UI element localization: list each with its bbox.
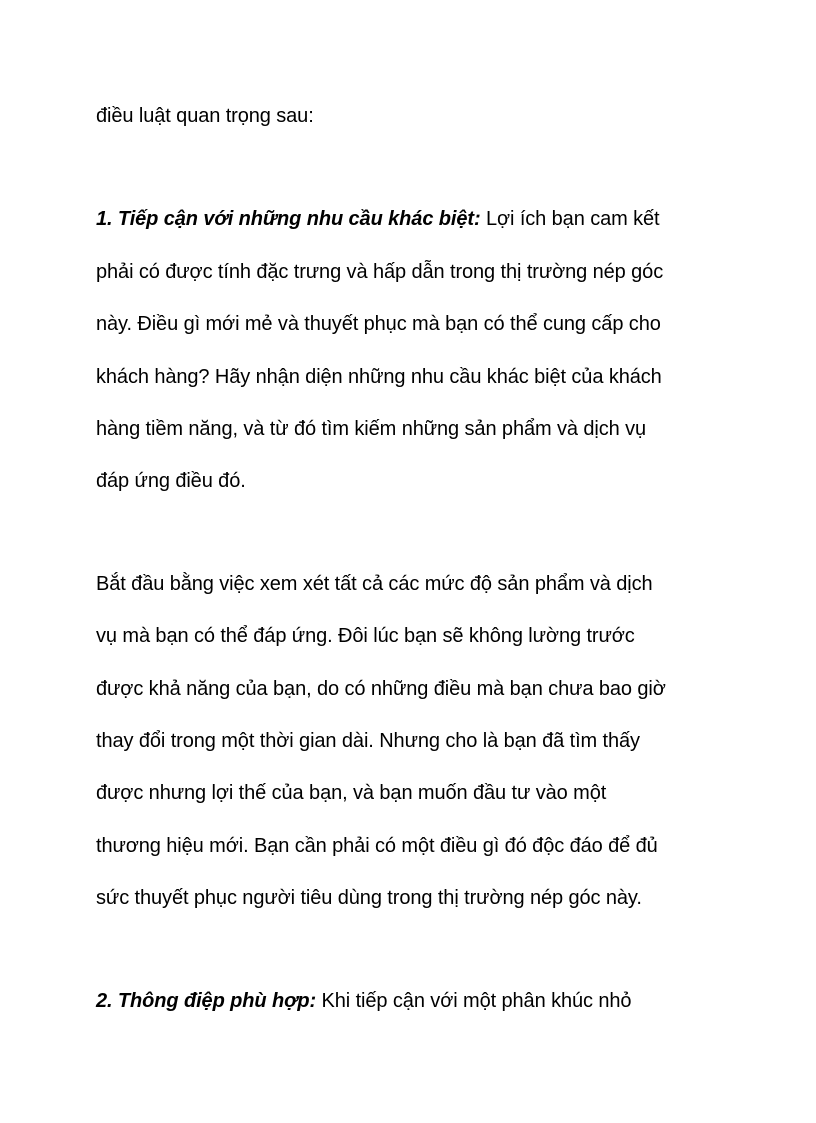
section-1-heading: 1. Tiếp cận với những nhu cầu khác biệt: xyxy=(96,208,481,230)
paragraph-2-line: Bắt đầu bằng việc xem xét tất cả các mức độ sản phẩm và dịch xyxy=(96,573,653,595)
section-1-line: khách hàng? Hãy nhận diện những nhu cầu khác biệt của khách xyxy=(96,366,662,388)
paragraph-2-line: vụ mà bạn có thể đáp ứng. Đôi lúc bạn sẽ không lường trước xyxy=(96,625,635,647)
paragraph-2-line: được nhưng lợi thế của bạn, và bạn muốn đầu tư vào một xyxy=(96,782,607,804)
paragraph-2-line: thương hiệu mới. Bạn cần phải có một điều gì đó độc đáo để đủ xyxy=(96,835,658,857)
section-2-first-line-text: Khi tiếp cận với một phân khúc nhỏ xyxy=(316,990,632,1012)
section-1-line: hàng tiềm năng, và từ đó tìm kiếm những sản phẩm và dịch vụ xyxy=(96,418,647,440)
section-1-line: phải có được tính đặc trưng và hấp dẫn trong thị trường nép góc xyxy=(96,261,664,283)
section-2-heading: 2. Thông điệp phù hợp: xyxy=(96,990,317,1012)
paragraph-2-line: thay đổi trong một thời gian dài. Nhưng cho là bạn đã tìm thấy xyxy=(96,730,640,752)
section-1-line: này. Điều gì mới mẻ và thuyết phục mà bạn có thể cung cấp cho xyxy=(96,313,661,335)
section-2-first-line xyxy=(96,989,631,1013)
intro-line: điều luật quan trọng sau: xyxy=(96,105,314,127)
paragraph-2-line: sức thuyết phục người tiêu dùng trong thị trường nép góc này. xyxy=(96,887,642,909)
section-1-line: đáp ứng điều đó. xyxy=(96,470,246,492)
section-1-first-line xyxy=(96,207,660,231)
paragraph-2-line: được khả năng của bạn, do có những điều mà bạn chưa bao giờ xyxy=(96,678,666,700)
section-1-first-line-text: Lợi ích bạn cam kết xyxy=(480,208,660,230)
